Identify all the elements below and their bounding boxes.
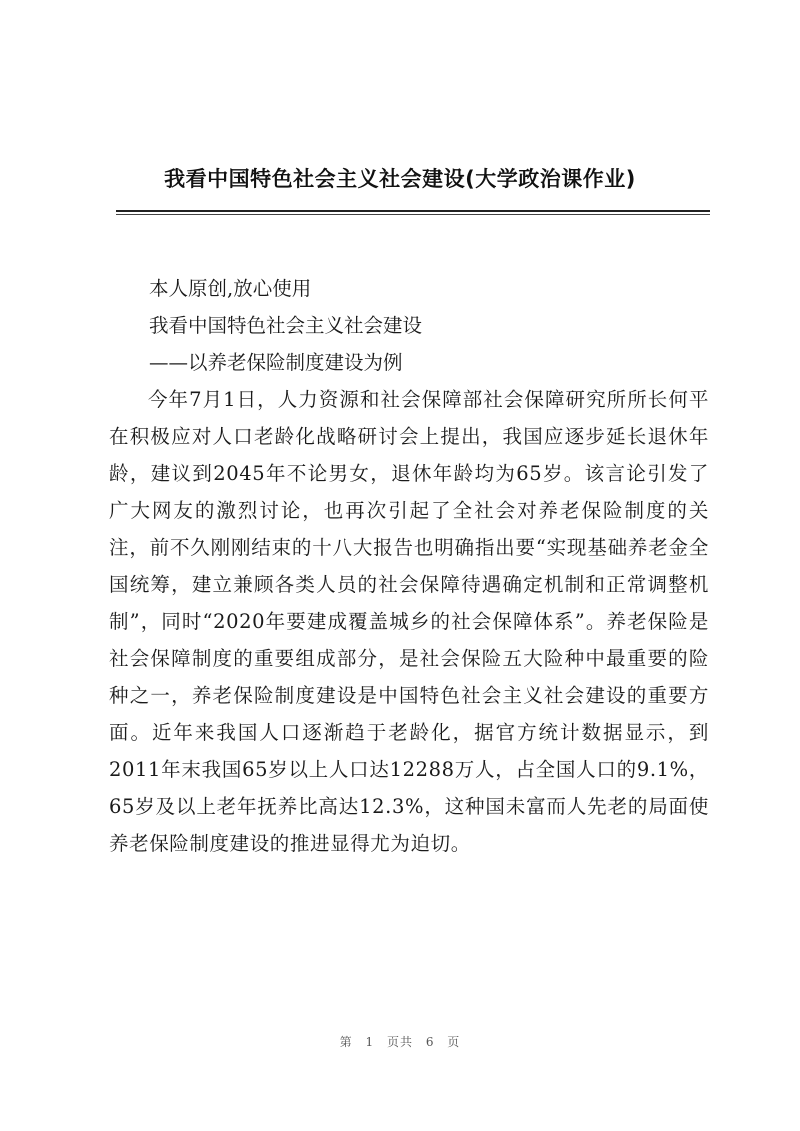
footer-page-number: 1 [365,1035,375,1049]
footer-total-pages: 6 [425,1035,435,1049]
original-note: 本人原创,放心使用 [149,277,312,300]
title-divider-thin [116,214,710,215]
body-paragraph: 今年7月1日，人力资源和社会保障部社会保障研究所所长何平在积极应对人口老龄化战略研讨会上提出，我国应逐步延长退休年龄，建议到2045年不论男女，退休年龄均为65岁。该言论引发了广大网友的激烈讨论，也再次引起了全社会对养老保险制度的关注，前不久刚刚结束的十八大报告也明确指出要“实现基础养老金全国统筹，建立兼顾各类人员的社会保障待遇确定机制和正常调整机制”，同时“2020年要建成覆盖城乡的社会保障体系”。养老保险是社会保障制度的重要组成部分，是社会保险五大险种中最重要的险种之一，养老保险制度建设是中国特色社会主义社会建设的重要方面。近年来我国人口逐渐趋于老龄化，据官方统计数据显示，到2011年末我国65岁以上人口达12288万人，占全国人口的9.1%，65岁及以上老年抚养比高达12.3%，这种国未富而人先老的局面使养老保险制度建设的推进显得尤为迫切。 [109,388,709,855]
footer-middle: 页共 [386,1035,413,1049]
page-footer [0,1033,800,1050]
essay-title: 我看中国特色社会主义社会建设 [149,314,423,337]
footer-suffix: 页 [447,1035,461,1049]
title-divider [116,210,710,212]
document-title: 我看中国特色社会主义社会建设(大学政治课作业) [164,167,636,191]
document-body [109,270,709,862]
footer-prefix: 第 [339,1035,353,1049]
essay-subtitle: ——以养老保险制度建设为例 [149,351,403,374]
